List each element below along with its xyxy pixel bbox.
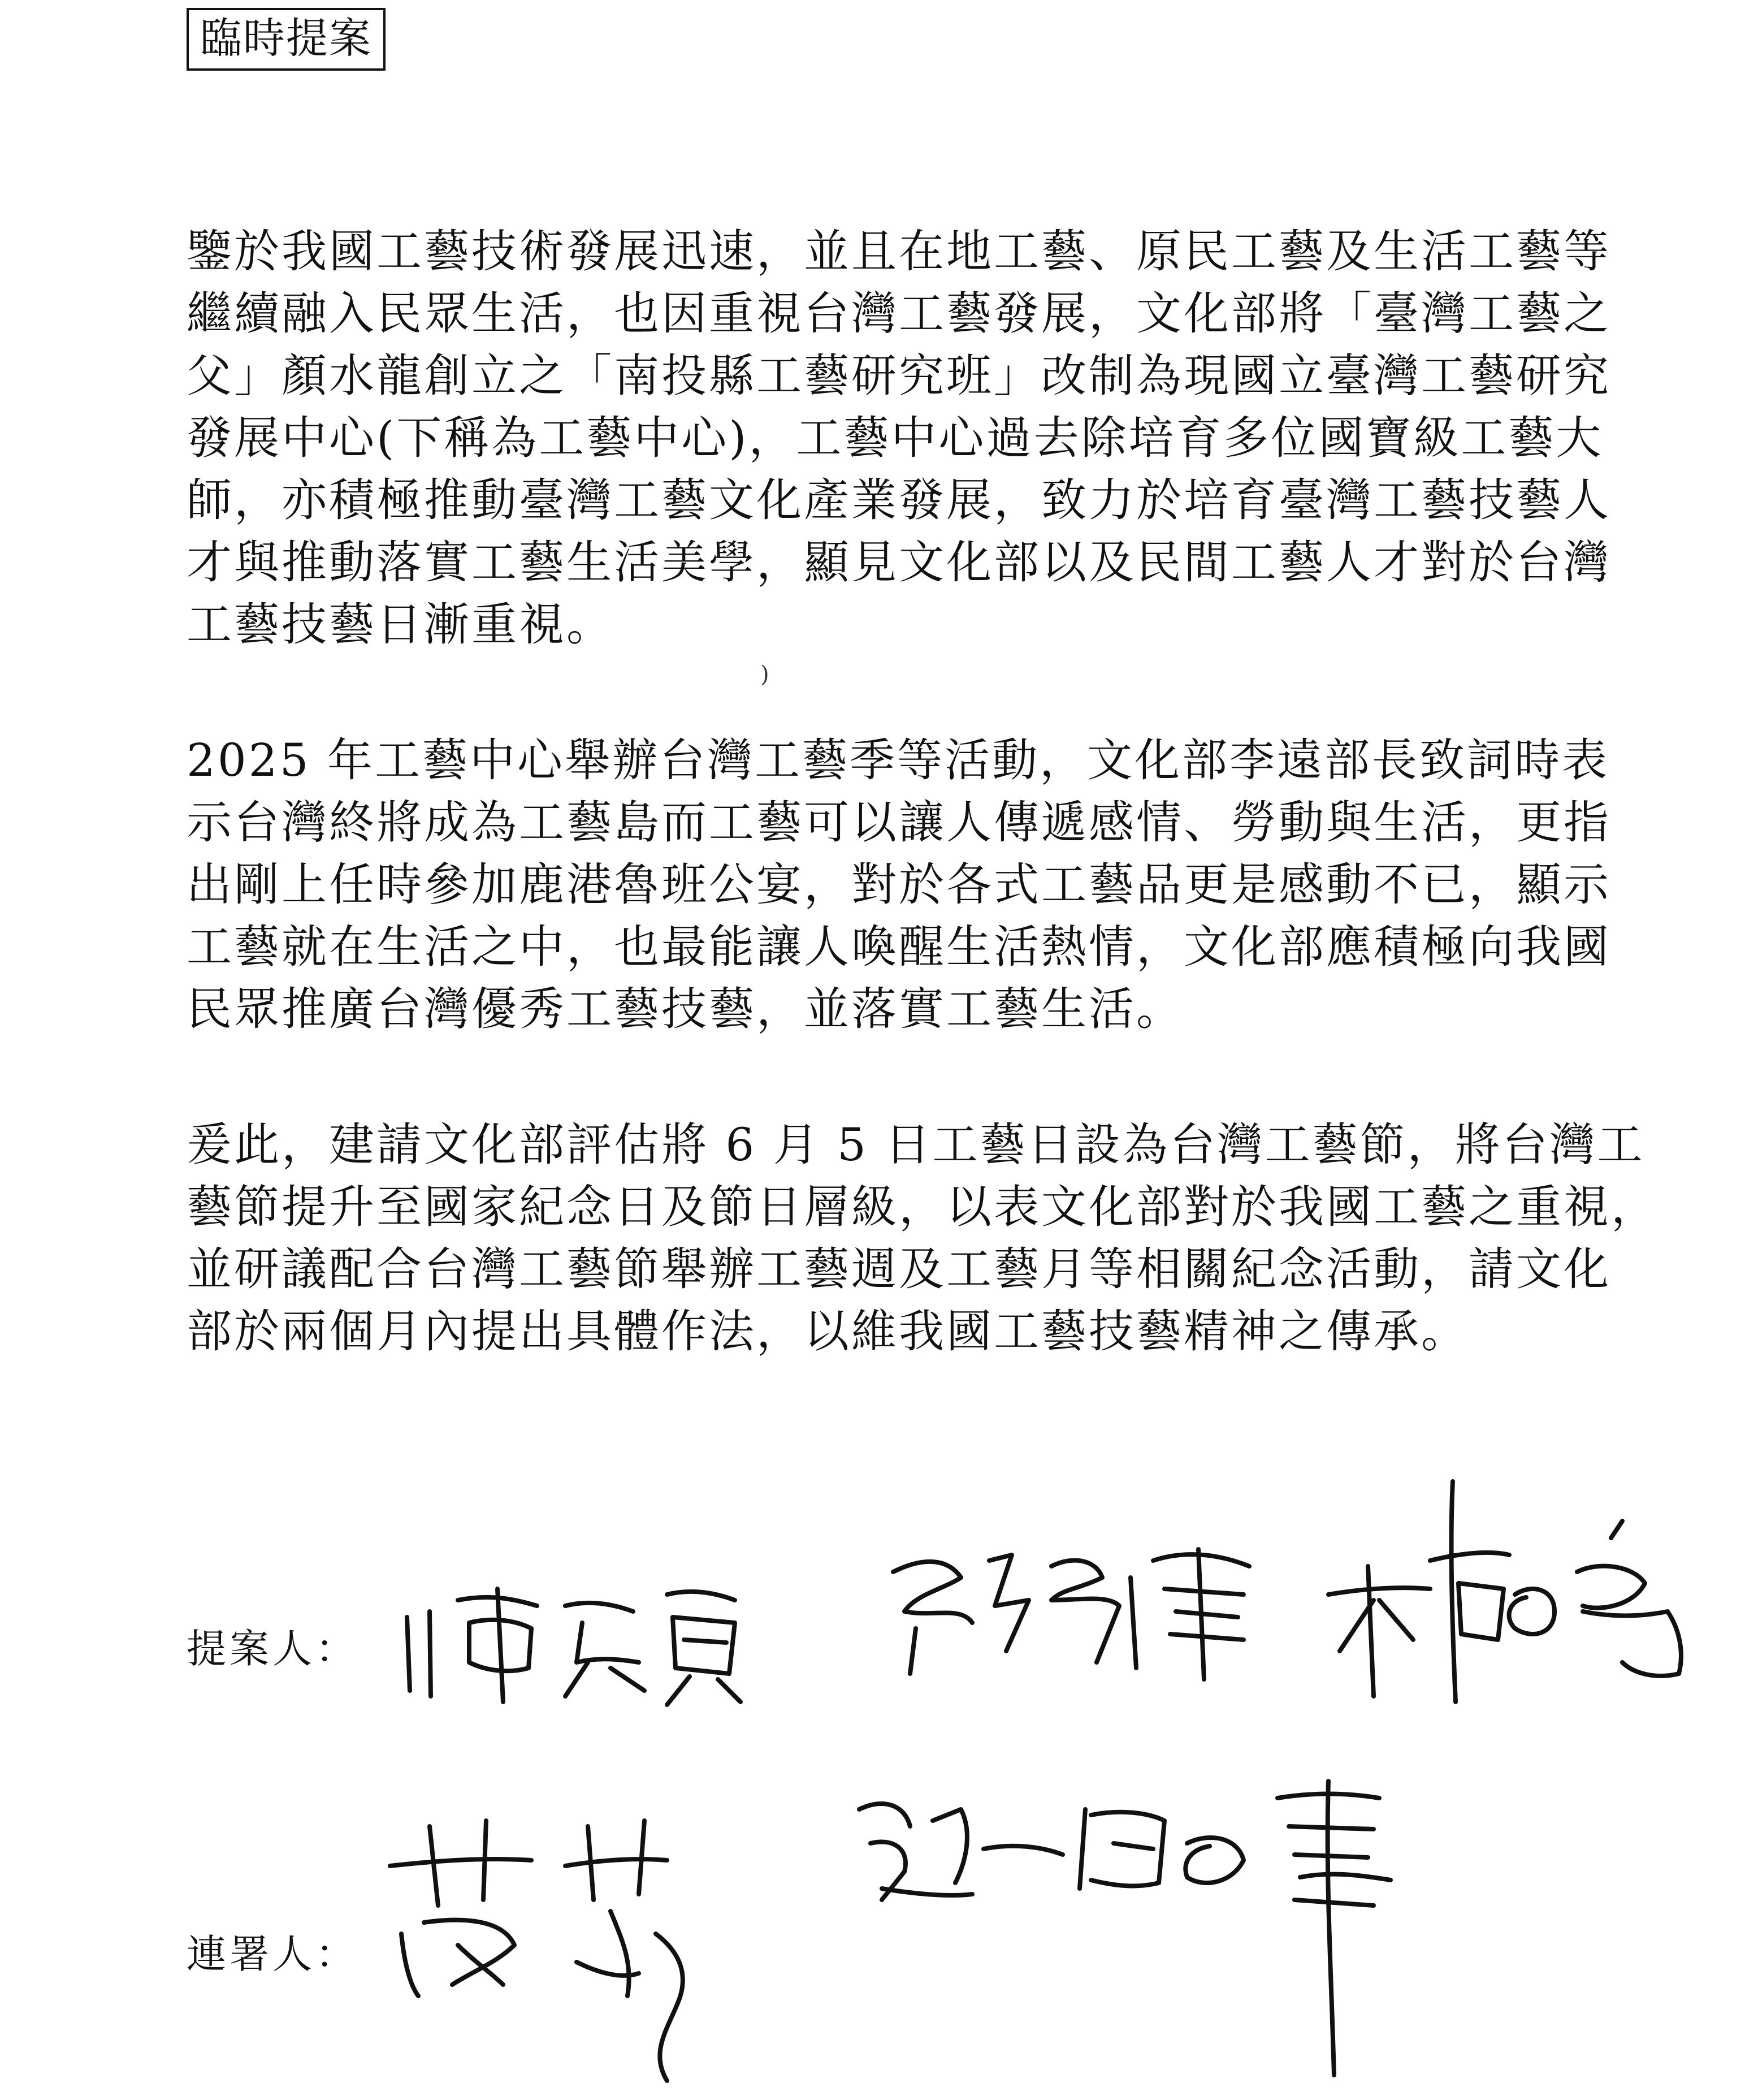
- paragraph-line: 工藝就在生活之中，也最能讓人喚醒生活熱情，文化部應積極向我國: [187, 921, 1611, 973]
- paragraph-line: 並研議配合台灣工藝節舉辦工藝週及工藝月等相關紀念活動，請文化: [187, 1243, 1611, 1295]
- paragraph-line: 出剛上任時參加鹿港魯班公宴，對於各式工藝品更是感動不已，顯示: [187, 858, 1611, 911]
- paragraph-event: [187, 729, 1611, 1040]
- signature-cosigner-1: [384, 1804, 769, 2098]
- paragraph-line: 師，亦積極推動臺灣工藝文化產業發展，致力於培育臺灣工藝技藝人: [187, 474, 1611, 526]
- paragraph-line: 父」顏水龍創立之「南投縣工藝研究班」改制為現國立臺灣工藝研究: [187, 349, 1611, 402]
- paragraph-background: [187, 221, 1611, 656]
- paragraph-line: 民眾推廣台灣優秀工藝技藝，並落實工藝生活。: [187, 983, 1184, 1035]
- paragraph-proposal: [187, 1114, 1659, 1363]
- proposer-label: 提案人：: [187, 1626, 358, 1672]
- signature-proposer-3: [1317, 1470, 1724, 1708]
- paragraph-line: 工藝技藝日漸重視。: [187, 598, 614, 651]
- signature-proposer-1: [396, 1578, 757, 1708]
- paragraph-line: 示台灣終將成為工藝島而工藝可以讓人傳遞感情、勞動與生活，更指: [187, 796, 1611, 849]
- cosigner-label: 連署人：: [187, 1931, 358, 1977]
- paragraph-line: 鑒於我國工藝技術發展迅速，並且在地工藝、原民工藝及生活工藝等: [187, 225, 1611, 278]
- paragraph-line: 藝節提升至國家紀念日及節日層級，以表文化部對於我國工藝之重視，: [187, 1181, 1659, 1233]
- paragraph-line: 繼續融入民眾生活，也因重視台灣工藝發展，文化部將「臺灣工藝之: [187, 287, 1611, 340]
- paragraph-line: 部於兩個月內提出具體作法，以維我國工藝技藝精神之傳承。: [187, 1305, 1469, 1358]
- signature-proposer-2: [882, 1538, 1289, 1685]
- signature-cosigner-2: [848, 1775, 1424, 2092]
- document-title: 臨時提案: [187, 8, 386, 71]
- paragraph-line: 2025 年工藝中心舉辦台灣工藝季等活動，文化部李遠部長致詞時表: [187, 734, 1610, 787]
- paragraph-line: 爰此，建請文化部評估將 6 月 5 日工藝日設為台灣工藝節，將台灣工: [187, 1118, 1645, 1171]
- stray-pen-mark: ): [760, 662, 769, 688]
- paragraph-line: 發展中心(下稱為工藝中心)，工藝中心過去除培育多位國寶級工藝大: [187, 412, 1604, 464]
- paragraph-line: 才與推動落實工藝生活美學，顯見文化部以及民間工藝人才對於台灣: [187, 536, 1611, 589]
